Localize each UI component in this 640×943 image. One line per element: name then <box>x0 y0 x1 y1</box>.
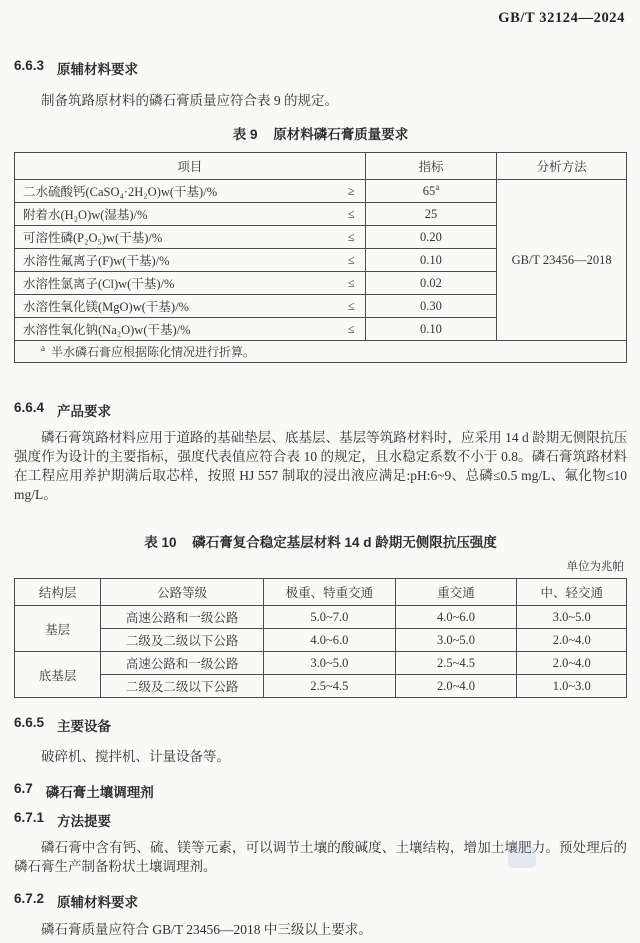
relation-symbol: ≥ <box>347 183 355 198</box>
value-cell: 4.0~6.0 <box>395 606 517 629</box>
clause-number: 6.7.2 <box>14 891 45 906</box>
clause-6-6-5-paragraph: 破碎机、搅拌机、计量设备等。 <box>41 749 230 764</box>
analysis-method-value: GB/T 23456—2018 <box>497 180 627 341</box>
clause-6-7-heading <box>14 781 627 801</box>
col-header-layer: 结构层 <box>15 579 101 606</box>
value-cell: 2.5~4.5 <box>264 675 396 698</box>
item-name: 水溶性氯离子(Cl)w(干基)/% <box>23 277 175 291</box>
clause-number: 6.6.4 <box>14 400 45 415</box>
relation-symbol: ≤ <box>347 252 355 267</box>
index-value: 0.02 <box>365 272 497 295</box>
grade-cell: 高速公路和一级公路 <box>101 652 264 675</box>
unit-note: 单位为兆帕 <box>566 561 624 573</box>
value-cell: 5.0~7.0 <box>264 606 396 629</box>
col-header-grade: 公路等级 <box>101 579 264 606</box>
item-name: 水溶性氧化钠(Na₂O)w(干基)/% <box>23 323 191 337</box>
col-header-index: 指标 <box>365 153 497 180</box>
table-row <box>15 180 627 203</box>
index-value: 65$^a$ <box>365 180 497 203</box>
col-header-extra-heavy: 极重、特重交通 <box>264 579 396 606</box>
table-10-strength <box>14 578 627 698</box>
clause-number: 6.6.5 <box>14 715 45 730</box>
index-value: 0.20 <box>365 226 497 249</box>
table-10-caption <box>14 531 627 551</box>
relation-symbol: ≤ <box>347 229 355 244</box>
item-name: 可溶性磷(P₂O₅)w(干基)/% <box>23 231 163 245</box>
index-value: 25 <box>365 203 497 226</box>
clause-number: 6.7.1 <box>14 810 45 825</box>
standard-code-header: GB/T 32124—2024 <box>498 10 625 26</box>
clause-title: 磷石膏土壤调理剂 <box>45 785 154 800</box>
clause-number: 6.6.3 <box>14 58 45 73</box>
clause-6-6-3-heading <box>14 58 627 78</box>
table-row <box>15 579 627 606</box>
value-cell: 2.0~4.0 <box>395 675 517 698</box>
footnote-marker: a <box>41 343 45 353</box>
table-row <box>15 341 627 363</box>
table-9-title: 原材料磷石膏质量要求 <box>273 127 409 142</box>
clause-6-6-4-paragraph: 磷石膏筑路材料应用于道路的基础垫层、底基层、基层等筑路材料时，应采用 14 d 龄期无侧限抗压强度作为设计的主要指标，强度代表值应符合表 10 的规定，且水稳定系数不小于 0.8。磷石膏筑路材料在工程应用养护期满后取芯样，按照 HJ 557 制取的浸出液应满足:pH:6~9、总磷≤0.5 mg/L、氟化物≤10 mg/L。 <box>14 430 627 502</box>
clause-title: 原辅材料要求 <box>57 62 139 77</box>
table-row <box>15 153 627 180</box>
clause-6-7-2-paragraph: 磷石膏质量应符合 GB/T 23456—2018 中三级以上要求。 <box>41 922 372 937</box>
footnote-ref: a <box>435 181 440 192</box>
grade-cell: 高速公路和一级公路 <box>101 606 264 629</box>
index-value: 0.10 <box>365 249 497 272</box>
clause-number: 6.7 <box>14 781 33 796</box>
value-cell: 1.0~3.0 <box>517 675 627 698</box>
table-9-raw-material-quality <box>14 152 627 363</box>
table-footnote <box>15 341 627 363</box>
grade-cell: 二级及二级以下公路 <box>101 675 264 698</box>
item-name: 附着水(H₂O)w(湿基)/% <box>23 208 148 222</box>
clause-title: 原辅材料要求 <box>57 895 139 910</box>
value-cell: 4.0~6.0 <box>264 629 396 652</box>
clause-6-7-1-heading <box>14 810 627 830</box>
clause-title: 主要设备 <box>57 719 112 734</box>
clause-6-6-3-paragraph: 制备筑路原材料的磷石膏质量应符合表 9 的规定。 <box>41 93 338 108</box>
table-row <box>15 675 627 698</box>
table-10-title: 磷石膏复合稳定基层材料 14 d 龄期无侧限抗压强度 <box>192 535 497 550</box>
table-row <box>15 652 627 675</box>
relation-symbol: ≤ <box>347 275 355 290</box>
table-10-label: 表 10 <box>144 535 177 550</box>
relation-symbol: ≤ <box>347 206 355 221</box>
value-cell: 3.0~5.0 <box>395 629 517 652</box>
index-value: 0.30 <box>365 295 497 318</box>
index-value: 0.10 <box>365 318 497 341</box>
col-header-heavy: 重交通 <box>395 579 517 606</box>
item-name: 二水硫酸钙(CaSO₄·2H₂O)w(干基)/% <box>23 185 218 199</box>
clause-6-7-2-heading <box>14 891 627 911</box>
item-name: 水溶性氟离子(F)w(干基)/% <box>23 254 170 268</box>
value-cell: 2.0~4.0 <box>517 629 627 652</box>
clause-title: 产品要求 <box>57 404 112 419</box>
clause-6-6-5-heading <box>14 715 627 735</box>
layer-cell: 基层 <box>15 606 101 652</box>
value-cell: 2.0~4.0 <box>517 652 627 675</box>
relation-symbol: ≤ <box>347 298 355 313</box>
clause-6-6-4-heading <box>14 400 627 420</box>
value-cell: 2.5~4.5 <box>395 652 517 675</box>
grade-cell: 二级及二级以下公路 <box>101 629 264 652</box>
col-header-method: 分析方法 <box>497 153 627 180</box>
table-9-label: 表 9 <box>232 127 258 142</box>
value-cell: 3.0~5.0 <box>517 606 627 629</box>
clause-title: 方法提要 <box>57 814 112 829</box>
item-name: 水溶性氧化镁(MgO)w(干基)/% <box>23 300 189 314</box>
value-cell: 3.0~5.0 <box>264 652 396 675</box>
footnote-text: 半水磷石膏应根据陈化情况进行折算。 <box>51 345 256 359</box>
layer-cell: 底基层 <box>15 652 101 698</box>
table-row <box>15 606 627 629</box>
clause-6-7-1-paragraph: 磷石膏中含有钙、硫、镁等元素，可以调节土壤的酸碱度、土壤结构，增加土壤肥力。预处理后的磷石膏生产制备粉状土壤调理剂。 <box>14 840 627 874</box>
faint-watermark <box>508 847 536 868</box>
table-9-caption <box>14 123 627 143</box>
col-header-item: 项目 <box>15 153 366 180</box>
relation-symbol: ≤ <box>347 321 355 336</box>
table-row <box>15 629 627 652</box>
col-header-medium-light: 中、轻交通 <box>517 579 627 606</box>
